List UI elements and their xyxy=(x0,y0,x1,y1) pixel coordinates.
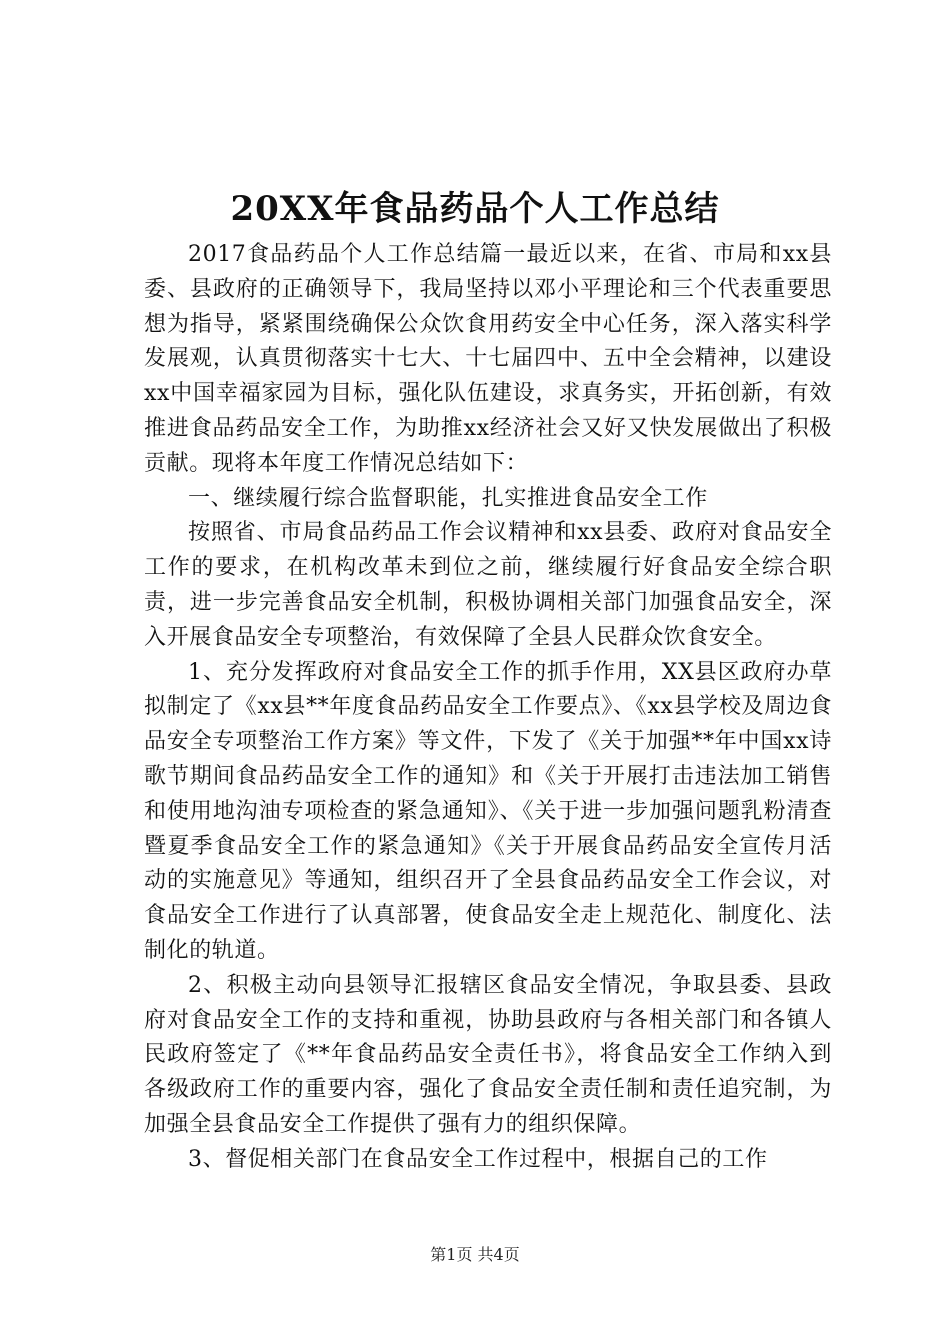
document-body xyxy=(144,238,832,1178)
section-heading-1: 一、继续履行综合监督职能，扎实推进食品安全工作 xyxy=(188,485,708,511)
paragraph-intro: 2017食品药品个人工作总结篇一最近以来，在省、市局和xx县委、县政府的正确领导下，我局坚持以邓小平理论和三个代表重要思想为指导，紧紧围绕确保公众饮食用药安全中心任务，深入落实科学发展观，认真贯彻落实十七大、十七届四中、五中全会精神，以建设xx中国幸福家园为目标，强化队伍建设，求真务实，开拓创新，有效推进食品药品安全工作，为助推xx经济社会又好又快发展做出了积极贡献。现将本年度工作情况总结如下： xyxy=(144,242,832,476)
page-total: 共4页 xyxy=(477,1245,520,1264)
page-number: 第1页 xyxy=(430,1245,473,1264)
paragraph-item-2: 2、积极主动向县领导汇报辖区食品安全情况，争取县委、县政府对食品安全工作的支持和重视，协助县政府与各相关部门和各镇人民政府签定了《**年食品药品安全责任书》，将食品安全工作纳入到各级政府工作的重要内容，强化了食品安全责任制和责任追究制，为加强全县食品安全工作提供了强有力的组织保障。 xyxy=(144,972,832,1137)
paragraph-item-1: 1、充分发挥政府对食品安全工作的抓手作用，XX县区政府办草拟制定了《xx县**年度食品药品安全工作要点》、《xx县学校及周边食品安全专项整治工作方案》等文件，下发了《关于加强**年中国xx诗歌节期间食品药品安全工作的通知》和《关于开展打击违法加工销售和使用地沟油专项检查的紧急通知》、《关于进一步加强问题乳粉清查暨夏季食品安全工作的紧急通知》《关于开展食品药品安全宣传月活动的实施意见》等通知，组织召开了全县食品药品安全工作会议，对食品安全工作进行了认真部署，使食品安全走上规范化、制度化、法制化的轨道。 xyxy=(144,659,832,963)
paragraph-section-1-overview: 按照省、市局食品药品工作会议精神和xx县委、政府对食品安全工作的要求，在机构改革未到位之前，继续履行好食品安全综合职责，进一步完善食品安全机制，积极协调相关部门加强食品安全，深入开展食品安全专项整治，有效保障了全县人民群众饮食安全。 xyxy=(144,520,832,650)
page-footer xyxy=(0,1244,950,1266)
document-title: 20XX年食品药品个人工作总结 xyxy=(230,189,720,229)
paragraph-item-3: 3、督促相关部门在食品安全工作过程中，根据自己的工作 xyxy=(188,1146,768,1172)
